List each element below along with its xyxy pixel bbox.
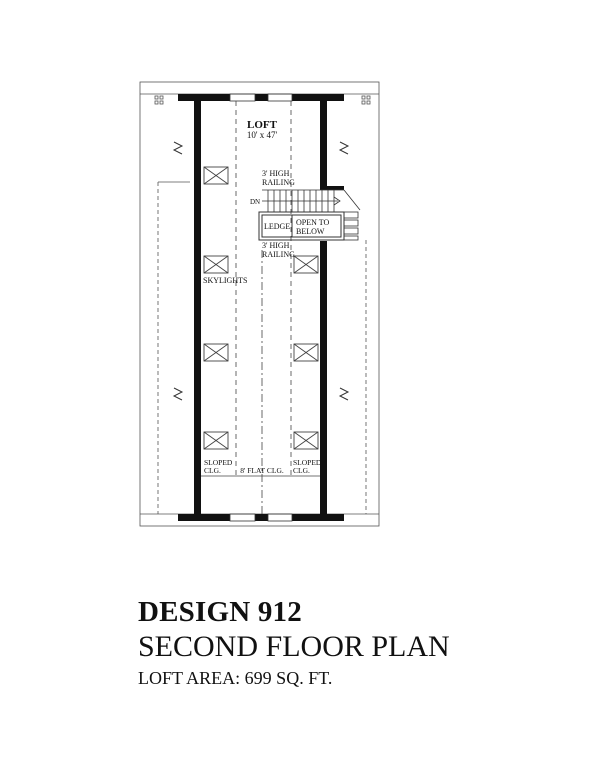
skylight-icon [294,432,318,449]
skylight-icon [294,256,318,273]
sloped-right-line2: CLG. [293,466,310,475]
railing-top-line2: RAILING [262,178,295,187]
design-title: DESIGN 912 [138,596,302,628]
room-name: LOFT [247,119,277,131]
stair-label: DN [250,198,261,206]
skylights [204,167,318,449]
sloped-right-line1: SLOPED [293,458,322,467]
stair-railing-end [344,212,358,240]
loft-area: LOFT AREA: 699 SQ. FT. [138,668,333,688]
skylight-icon [204,432,228,449]
room-size: 10' x 47' [246,130,278,140]
skylights-label: SKYLIGHTS [203,276,248,285]
railing-top-line1: 3' HIGH [262,169,290,178]
skylight-icon [204,256,228,273]
sloped-left-line1: SLOPED [204,458,233,467]
walls [178,94,344,521]
ledge-label: LEDGE [264,222,291,231]
railing-bottom-line1: 3' HIGH [262,241,290,250]
sloped-left-line2: CLG. [204,466,221,475]
open-below-line1: OPEN TO [296,218,330,227]
railing-bottom-line2: RAILING [262,250,295,259]
skylight-icon [204,167,228,184]
skylight-icon [204,344,228,361]
flat-ceiling-label: 8' FLAT CLG. [240,466,284,475]
plan-title: SECOND FLOOR PLAN [138,630,450,663]
windows [230,94,292,521]
skylight-icon [294,344,318,361]
open-below-line2: BELOW [296,227,325,236]
ceiling-lines [201,101,320,514]
stairs [262,190,360,212]
